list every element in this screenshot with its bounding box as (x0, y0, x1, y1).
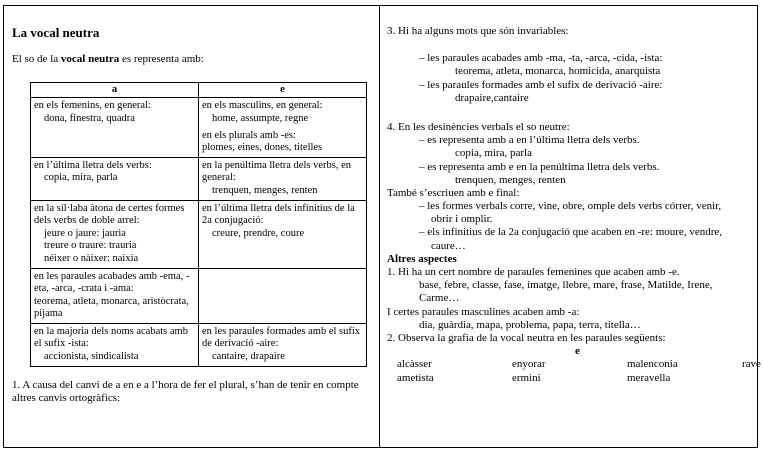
example-line: caure… (431, 239, 466, 252)
cell-line: en la penúltima lletra dels verbs, en general: (202, 159, 351, 184)
word-grid (387, 358, 761, 384)
left-column (12, 5, 368, 405)
word: alcàsser (397, 358, 432, 371)
section-3-title: 3. Hi ha alguns mots que són invariables: (387, 25, 569, 37)
header-a: a (31, 82, 199, 98)
example-line: trenquen, menges, renten (455, 173, 566, 186)
cell-a (31, 323, 199, 366)
list-item: 1. Hi ha un cert nombre de paraules femenines que acaben amb -e. (387, 266, 680, 278)
list-item: I certes paraules masculines acaben amb -a: (387, 305, 580, 318)
cell-line: en les paraules formades amb el sufix de derivació -aire: (202, 325, 361, 350)
example-line: obrir i omplir. (431, 213, 493, 226)
cell-example: néixer o nàixer: naixia (44, 252, 139, 264)
words-heading: e (575, 345, 580, 358)
list-item: – les paraules formades amb el sufix de derivació -aire: (419, 78, 663, 91)
cell-line: en els plurals amb -es: (202, 129, 296, 141)
cell-line: en els masculins, en general: (202, 100, 323, 112)
cell-example: teorema, atleta, monarca, aristòcrata, pijama (34, 295, 189, 320)
cell-line: en els femenins, en general: (34, 100, 151, 112)
cell-line: en la síl·laba àtona de certes formes dels verbs de doble arrel: (34, 202, 185, 227)
cell-e (199, 323, 367, 366)
cell-example: cantaire, drapaire (212, 351, 285, 363)
cell-a (31, 268, 199, 323)
list-item: – es representa amb e en la penúltima lletra dels verbs. (419, 160, 660, 173)
cell-e-empty (199, 268, 367, 323)
intro-pre: El so de la (12, 52, 61, 65)
note-1: 1. A causa del canvi de a en e a l’hora de fer el plural, s’han de tenir en compte altres canvis ortogràfics: (12, 378, 359, 404)
table-row (31, 98, 367, 157)
page-title: La vocal neutra (12, 25, 100, 40)
word (742, 372, 761, 385)
example-line: base, febre, classe, fase, imatge, llebre, mare, frase, Matilde, Irene, Carme… (419, 279, 713, 305)
column-divider (379, 5, 380, 448)
table-row (31, 323, 367, 366)
cell-line: en l’última lletra dels infinitius de la 2a conjugació: (202, 202, 355, 227)
cell-a (31, 157, 199, 200)
word: enyorar (512, 358, 546, 371)
table-row (31, 268, 367, 323)
table-row (31, 200, 367, 268)
right-column (387, 5, 761, 385)
cell-example: accionista, sindicalista (44, 351, 139, 363)
cell-e (199, 98, 367, 157)
example-line: drapaire,cantaire (455, 91, 529, 104)
cell-e (199, 157, 367, 200)
word: rave (742, 358, 761, 371)
section-4-title: 4. En les desinències verbals el so neutre: (387, 120, 570, 133)
vowel-table (30, 82, 367, 367)
example-line: copia, mira, parla (455, 147, 532, 160)
cell-example: jeure o jaure: jauria (44, 227, 126, 239)
list-item: 2. Observa la grafia de la vocal neutra en les paraules següents: (387, 331, 666, 344)
cell-a (31, 200, 199, 268)
example-line: teorema, atleta, monarca, homicida, anarquista (455, 65, 661, 78)
cell-line: en l’última lletra dels verbs: (34, 159, 152, 171)
cell-a (31, 98, 199, 157)
cell-example: trenquen, menges, renten (212, 184, 318, 196)
cell-example: home, assumpte, regne (212, 112, 309, 124)
cell-example: dona, finestra, quadra (44, 112, 135, 124)
list-item: – les formes verbals corre, vine, obre, omple dels verbs córrer, venir, (419, 200, 722, 213)
table-row (31, 157, 367, 200)
word: meravella (627, 371, 671, 384)
word: malenconia (627, 358, 678, 371)
intro-bold: vocal neutra (60, 52, 120, 65)
intro-text (12, 53, 368, 66)
cell-example: plomes, eines, dones, titelles (202, 142, 323, 154)
cell-example: treure o traure: trauria (44, 240, 137, 252)
cell-line: en la majoria dels noms acabats amb el sufix -ista: (34, 325, 188, 350)
header-e: e (199, 82, 367, 98)
cell-example: creure, prendre, coure (212, 227, 305, 239)
cell-e (199, 200, 367, 268)
cell-line: en les paraules acabades amb -ema, -eta, -arca, -crata i -ama: (34, 270, 190, 295)
word: ametista (397, 371, 434, 384)
list-item: – els infinitius de la 2a conjugació que acaben en -re: moure, vendre, (419, 226, 722, 239)
example-line: dia, guàrdia, mapa, problema, papa, terra, titella… (419, 318, 641, 331)
word: ermini (512, 371, 541, 384)
other-aspects-title: Altres aspectes (387, 252, 457, 265)
cell-example: copia, mira, parla (44, 172, 118, 184)
list-item: – les paraules acabades amb -ma, -ta, -arca, -cida, -ista: (419, 52, 663, 65)
intro-post: es representa amb: (119, 52, 204, 65)
table-header-row (31, 82, 367, 98)
also-title: També s’escriuen amb e final: (387, 186, 520, 199)
list-item: – es representa amb a en l’última lletra dels verbs. (419, 134, 640, 147)
